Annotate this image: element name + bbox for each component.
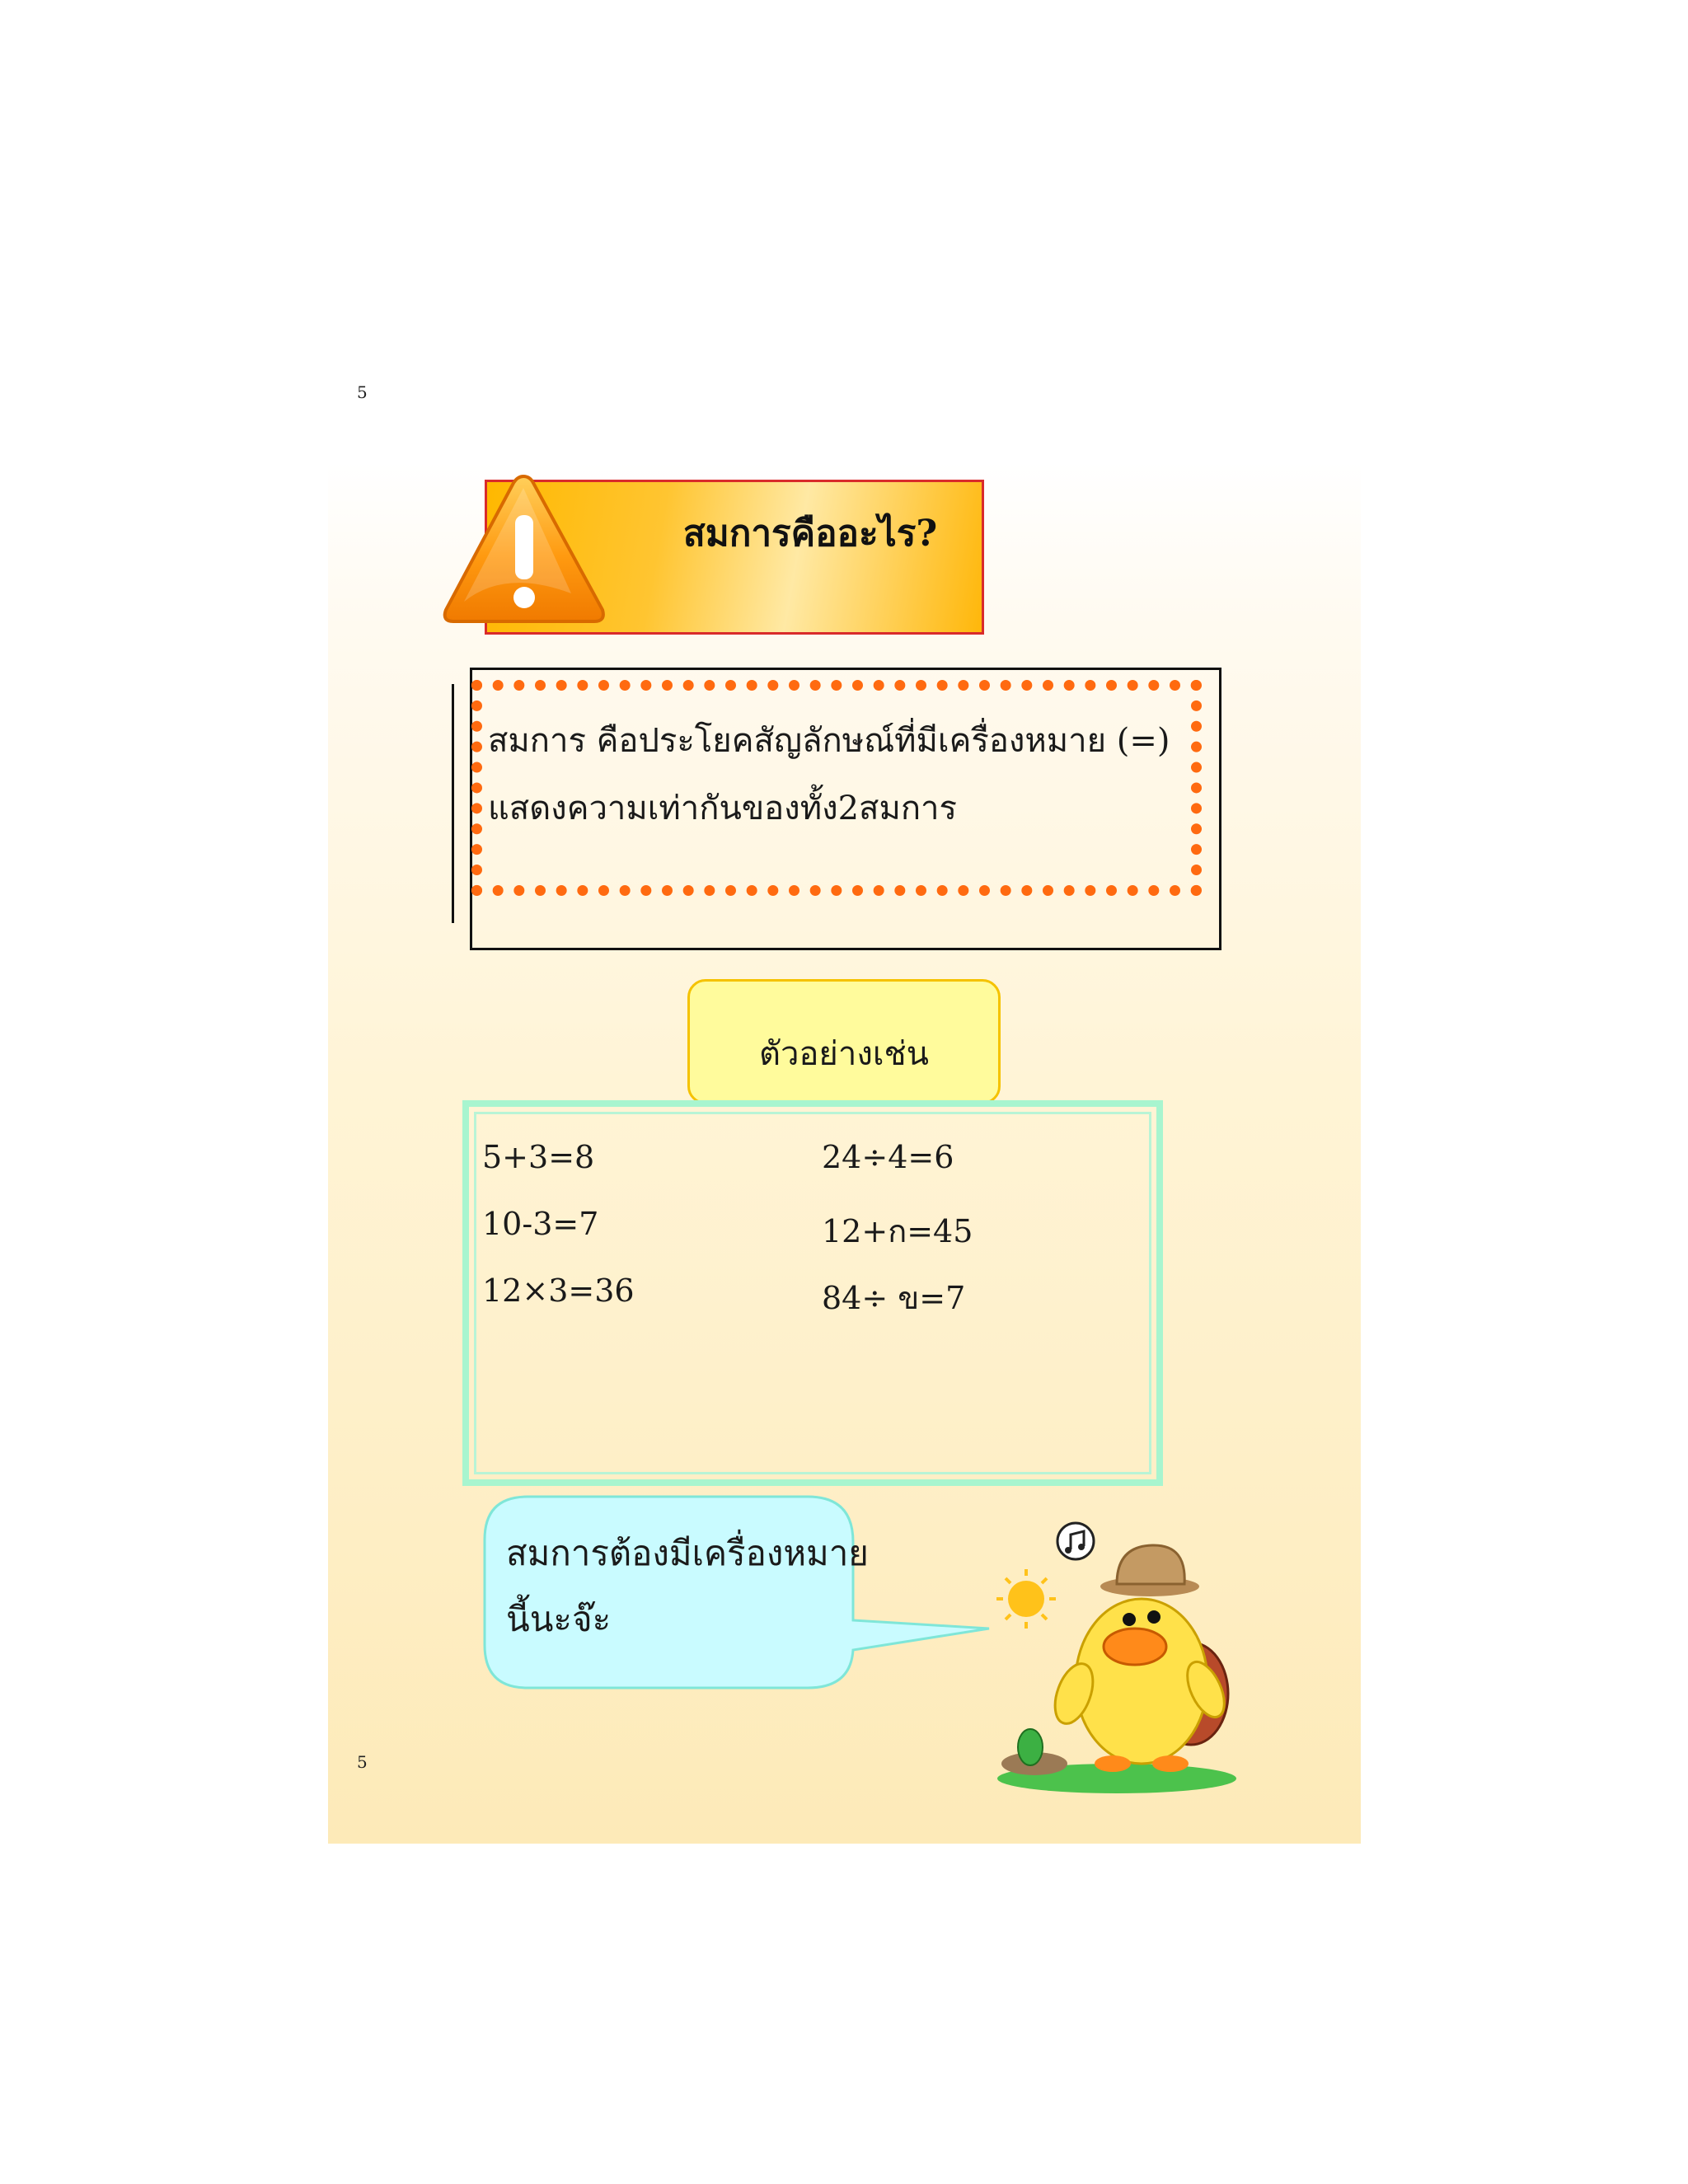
sun-icon xyxy=(996,1569,1056,1629)
page-number-bottom: 5 xyxy=(357,1752,368,1772)
equation-right-3: 84÷ ข=7 xyxy=(822,1280,966,1316)
speech-line-2: นี้นะจ๊ะ xyxy=(506,1599,612,1639)
warning-icon xyxy=(439,470,608,628)
definition-line-1: สมการ คือประโยคสัญลักษณ์ที่มีเครื่องหมาย (=) xyxy=(488,722,1170,760)
speech-line-1: สมการต้องมีเครื่องหมาย xyxy=(506,1533,869,1573)
page-number-top: 5 xyxy=(357,382,368,402)
definition-side-line xyxy=(452,684,454,923)
equation-left-1: 5+3=8 xyxy=(482,1139,595,1175)
equation-left-2: 10-3=7 xyxy=(482,1206,599,1242)
equation-right-2: 12+ก=45 xyxy=(822,1213,973,1249)
page-title: สมการคืออะไร? xyxy=(682,513,938,555)
equation-left-3: 12×3=36 xyxy=(482,1272,635,1309)
definition-line-2: แสดงความเท่ากันของทั้ง2สมการ xyxy=(488,790,958,827)
examples-label: ตัวอย่างเช่น xyxy=(758,1035,930,1073)
duck-illustration xyxy=(993,1516,1253,1797)
equation-right-1: 24÷4=6 xyxy=(822,1139,954,1175)
